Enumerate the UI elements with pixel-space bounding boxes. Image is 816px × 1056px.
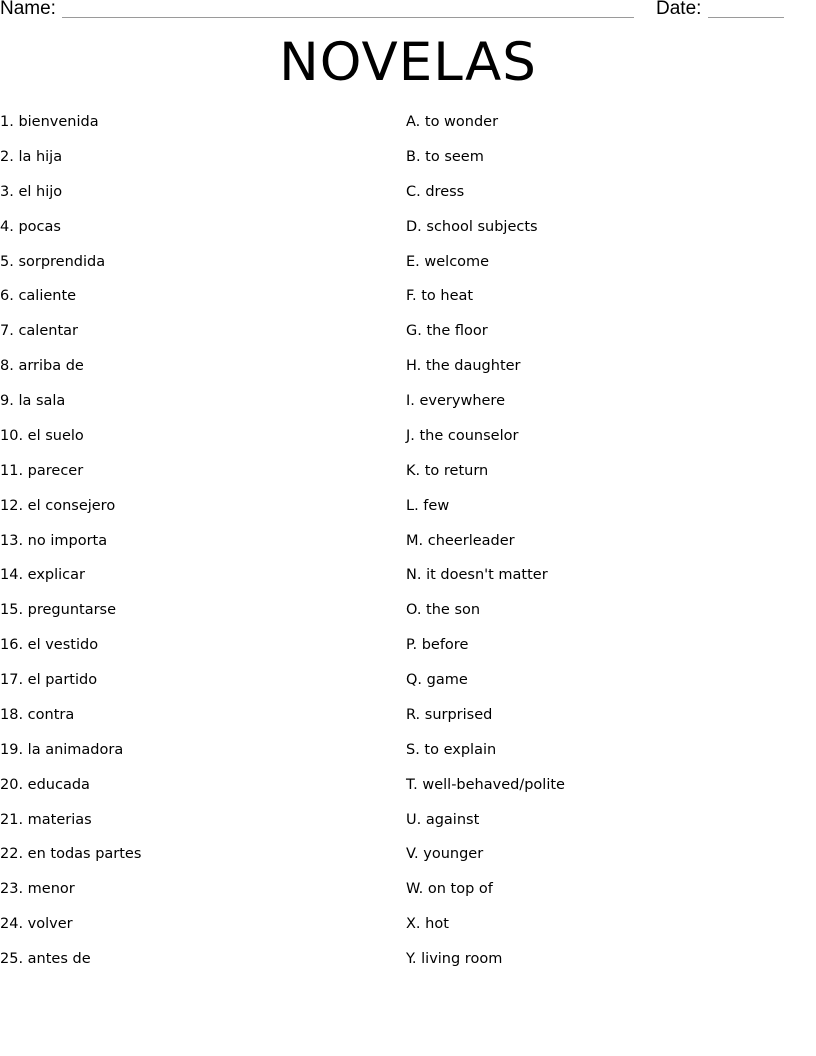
definition-item: J. the counselor <box>406 427 519 444</box>
term-item: 25. antes de <box>0 951 91 967</box>
term-item: 8. arriba de <box>0 358 84 375</box>
term-item: 7. calentar <box>0 323 78 340</box>
date-label: Date: <box>656 0 702 19</box>
definition-item: R. surprised <box>406 706 493 723</box>
definition-item: N. it doesn't matter <box>406 567 548 584</box>
definition-item: V. younger <box>406 846 484 863</box>
term-item: 17. el partido <box>0 672 98 688</box>
term-item: 13. no importa <box>0 532 108 549</box>
definition-item: P. before <box>406 637 469 654</box>
page-title: NOVELAS <box>279 32 537 93</box>
term-item: 6. caliente <box>0 288 77 305</box>
definition-item: I. everywhere <box>406 393 505 409</box>
definition-item: W. on top of <box>406 881 493 898</box>
definition-item: H. the daughter <box>406 358 521 375</box>
term-item: 16. el vestido <box>0 637 99 654</box>
definition-item: L. few <box>406 497 450 514</box>
definition-item: C. dress <box>406 183 465 200</box>
term-item: 12. el consejero <box>0 497 116 514</box>
definition-item: K. to return <box>406 462 489 479</box>
term-item: 2. la hija <box>0 148 63 165</box>
name-blank-line <box>62 17 634 18</box>
definition-item: X. hot <box>406 916 449 933</box>
term-item: 11. parecer <box>0 462 84 479</box>
definition-item: M. cheerleader <box>406 532 515 549</box>
definition-item: G. the floor <box>406 323 488 340</box>
term-item: 3. el hijo <box>0 183 63 200</box>
term-item: 4. pocas <box>0 218 61 235</box>
term-item: 23. menor <box>0 881 75 898</box>
term-item: 5. sorprendida <box>0 253 106 270</box>
definition-item: E. welcome <box>406 253 490 270</box>
definition-item: A. to wonder <box>406 114 499 130</box>
term-item: 20. educada <box>0 776 90 793</box>
term-item: 22. en todas partes <box>0 846 142 863</box>
definition-item: F. to heat <box>406 288 474 305</box>
definition-item: U. against <box>406 811 480 828</box>
definition-item: Y. living room <box>406 951 503 967</box>
name-label: Name: <box>0 0 56 19</box>
definition-item: D. school subjects <box>406 218 538 235</box>
term-item: 19. la animadora <box>0 741 124 758</box>
definition-item: S. to explain <box>406 741 497 758</box>
term-item: 10. el suelo <box>0 427 84 444</box>
term-item: 9. la sala <box>0 393 66 409</box>
term-item: 1. bienvenida <box>0 114 99 130</box>
term-item: 15. preguntarse <box>0 602 117 619</box>
term-item: 18. contra <box>0 706 75 723</box>
definition-item: T. well-behaved/polite <box>406 776 565 793</box>
worksheet-header <box>0 0 816 24</box>
definition-item: B. to seem <box>406 148 484 165</box>
term-item: 14. explicar <box>0 567 85 584</box>
term-item: 21. materias <box>0 811 92 828</box>
terms-column <box>0 110 380 982</box>
definition-item: O. the son <box>406 602 481 619</box>
date-blank-line <box>708 17 784 18</box>
definitions-column <box>406 110 806 982</box>
term-item: 24. volver <box>0 916 73 933</box>
definition-item: Q. game <box>406 672 468 688</box>
